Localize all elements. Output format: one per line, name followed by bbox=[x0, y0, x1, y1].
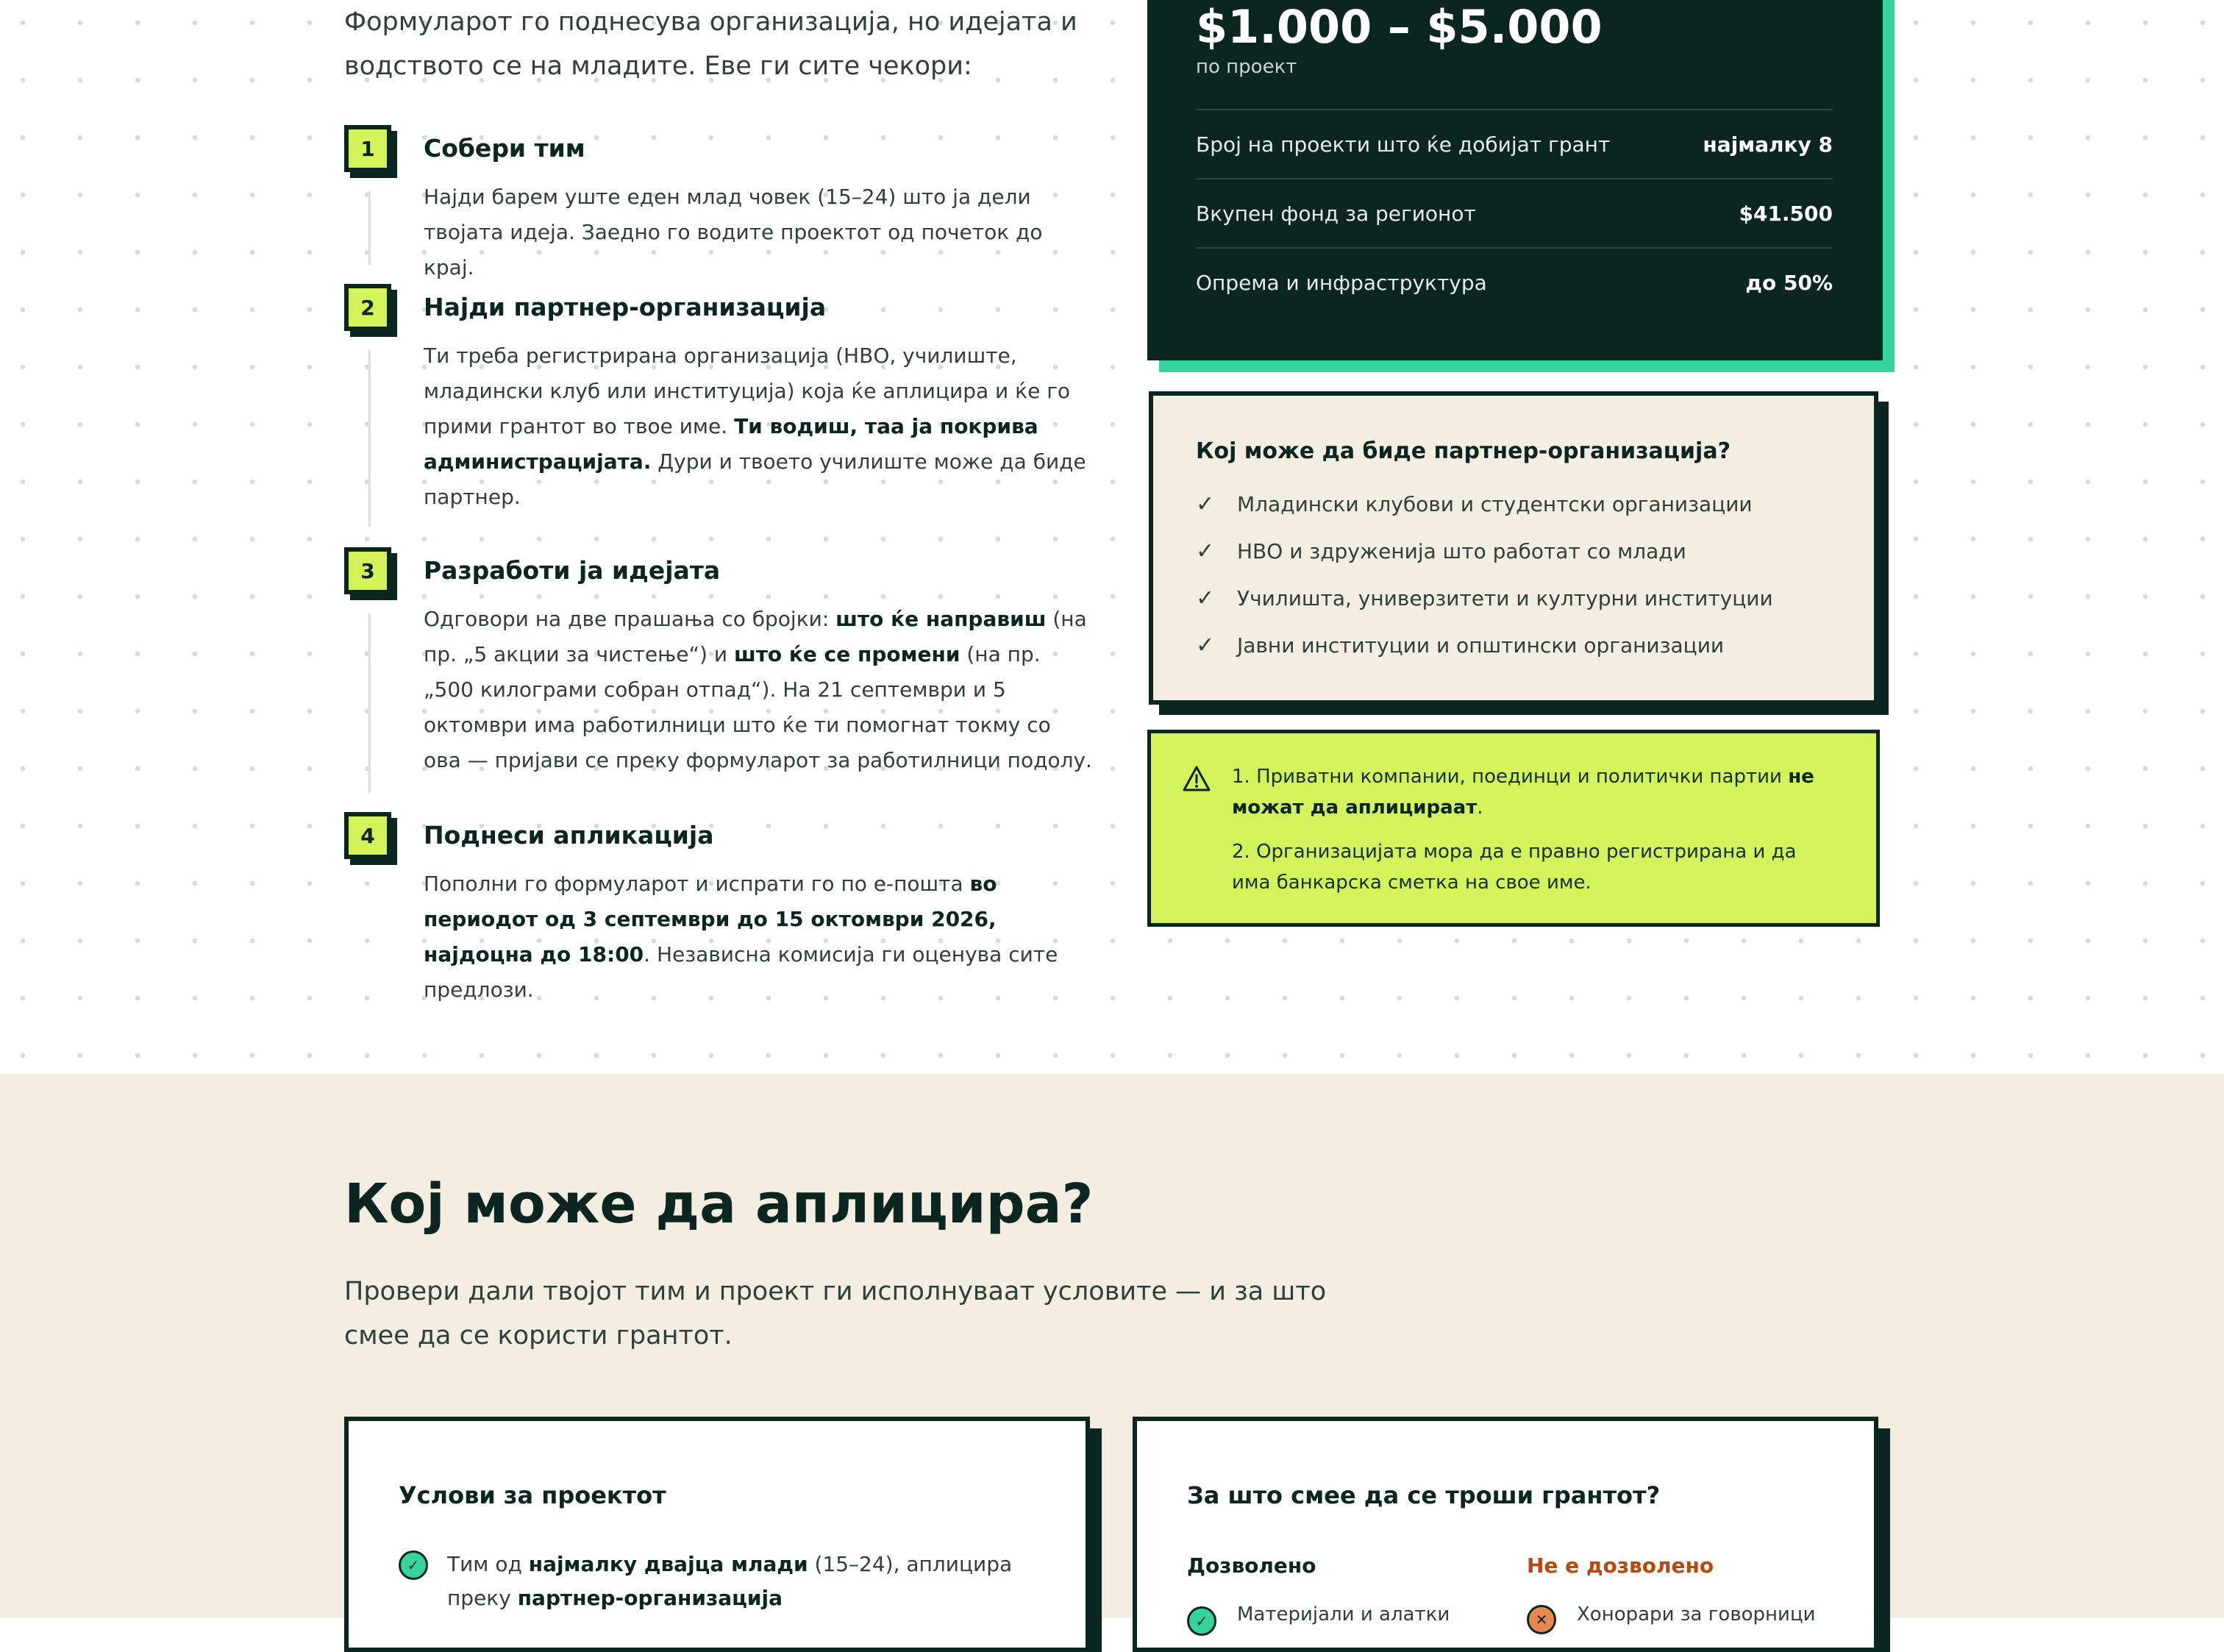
step-number: 1 bbox=[344, 125, 391, 172]
condition-text: Тим од bbox=[447, 1552, 529, 1576]
step-body-text: Пополни го формуларот и испрати го по е-пошта bbox=[424, 872, 970, 896]
warning-point-1 bbox=[1232, 761, 1835, 823]
step-1 bbox=[344, 125, 1094, 280]
step-body-text: (на пр. „500 килограми собран отпад“). На 21 септември и 5 октомври има работилници што ќе ти помогнат токму со ова — пријави се преку формуларот за работилници подолу. bbox=[424, 642, 1092, 772]
stat-value: до 50% bbox=[1745, 270, 1833, 295]
per-project-label: по проект bbox=[1196, 56, 1297, 78]
intro-line-1: Формуларот го поднесува организација, но идејата и bbox=[344, 7, 1077, 37]
section-subtitle: Провери дали твојот тим и проект ги исполнуваат условите — и за што смее да се користи грантот. bbox=[344, 1277, 1327, 1350]
step-4 bbox=[344, 812, 1094, 1002]
x-circle-icon: ✕ bbox=[1527, 1605, 1556, 1634]
step-body-text: Ти треба регистрирана организација (НВО, училиште, младински клуб или институција) која ќе аплицира и ќе го прими грантот во твое име. bbox=[424, 343, 1071, 438]
step-body: Најди барем уште еден млад човек (15–24) што ја дели твојата идеја. Заедно го водите проектот од почеток до крај. bbox=[424, 185, 1043, 280]
allowed-item-label: Материјали и алатки bbox=[1237, 1603, 1450, 1626]
check-icon: ✓ bbox=[1196, 585, 1215, 611]
warning-text: . bbox=[1477, 797, 1483, 819]
partner-organizations-card bbox=[1149, 391, 1878, 705]
warning-triangle-icon bbox=[1182, 764, 1211, 794]
list-item-label: Младински клубови и студентски организации bbox=[1237, 492, 1753, 516]
spending-card bbox=[1133, 1417, 1878, 1652]
check-icon: ✓ bbox=[1196, 538, 1215, 564]
list-item bbox=[1196, 585, 1843, 611]
step-title: Разработи ја идејата bbox=[424, 556, 721, 585]
list-item bbox=[1196, 491, 1843, 517]
allowed-heading: Дозволено bbox=[1187, 1553, 1316, 1578]
warning-text: 1. Приватни компании, поединци и политички партии bbox=[1232, 766, 1789, 788]
stat-label: Вкупен фонд за регионот bbox=[1196, 201, 1476, 226]
step-number: 4 bbox=[344, 812, 391, 859]
stat-label: Опрема и инфраструктура bbox=[1196, 270, 1487, 295]
stat-row bbox=[1196, 109, 1833, 178]
spending-title: За што смее да се троши грантот? bbox=[1187, 1481, 1661, 1509]
step-title: Поднеси апликација bbox=[424, 821, 714, 850]
warning-card bbox=[1147, 730, 1880, 927]
step-body-bold: што ќе направиш bbox=[835, 607, 1047, 631]
stat-row bbox=[1196, 178, 1833, 247]
condition-text: (15–24), аплицира преку bbox=[447, 1552, 1013, 1610]
step-connector bbox=[368, 613, 371, 793]
step-body-bold: во периодот од 3 септември до 15 октомври 2026, најдоцна до 18:00 bbox=[424, 872, 997, 966]
step-body-text: . Независна комисија ги оценува сите предлози. bbox=[424, 942, 1058, 1002]
step-connector bbox=[368, 191, 371, 265]
not-allowed-item bbox=[1527, 1603, 1816, 1626]
step-body-text: (на пр. „5 акции за чистење“) и bbox=[424, 607, 1087, 666]
step-body bbox=[424, 602, 1093, 778]
funding-card bbox=[1147, 0, 1883, 360]
list-item bbox=[1196, 538, 1843, 564]
condition-item bbox=[399, 1548, 1046, 1615]
step-connector bbox=[368, 350, 371, 527]
stat-value: $41.500 bbox=[1739, 201, 1833, 226]
allowed-item bbox=[1187, 1603, 1450, 1630]
step-number: 3 bbox=[344, 547, 391, 594]
check-circle-icon: ✓ bbox=[399, 1550, 428, 1580]
step-body-text: Дури и твоето училиште може да биде партнер. bbox=[424, 449, 1086, 509]
list-item bbox=[1196, 633, 1843, 658]
step-title: Собери тим bbox=[424, 134, 585, 163]
step-body bbox=[424, 866, 1093, 1008]
step-title: Најди партнер-организација bbox=[424, 293, 827, 321]
step-2 bbox=[344, 284, 1094, 534]
step-body-bold: Ти водиш, таа ја покрива администрацијата. bbox=[424, 414, 1038, 474]
warning-point-2: 2. Организацијата мора да е правно регистрирана и да има банкарска сметка на свое име. bbox=[1232, 841, 1797, 894]
stat-value: најмалку 8 bbox=[1703, 132, 1833, 157]
step-body-text: Одговори на две прашања со бројки: bbox=[424, 607, 836, 631]
check-icon: ✓ bbox=[1196, 491, 1215, 517]
condition-bold: партнер-организација bbox=[517, 1586, 783, 1610]
section-title: Кој може да аплицира? bbox=[344, 1172, 1094, 1236]
check-circle-icon: ✓ bbox=[1187, 1606, 1216, 1636]
stat-label: Број на проекти што ќе добијат грант bbox=[1196, 132, 1611, 157]
list-item-label: Училишта, универзитети и културни институции bbox=[1237, 586, 1773, 610]
not-allowed-item-label: Хонорари за говорници bbox=[1577, 1603, 1816, 1626]
step-body bbox=[424, 338, 1093, 515]
partner-card-title: Кој може да биде партнер-организација? bbox=[1196, 438, 1731, 464]
intro-line-2: водството се на младите. Еве ги сите чекори: bbox=[344, 51, 972, 81]
condition-bold: најмалку двајца млади bbox=[528, 1552, 808, 1576]
grant-amount: $1.000 – $5.000 bbox=[1196, 0, 1603, 54]
conditions-card bbox=[344, 1417, 1090, 1652]
list-item-label: Јавни институции и општински организации bbox=[1237, 633, 1725, 658]
check-icon: ✓ bbox=[1196, 633, 1215, 658]
step-body-bold: што ќе се промени bbox=[733, 642, 960, 666]
stat-row bbox=[1196, 247, 1833, 316]
warning-bold: не можат да аплицираат bbox=[1232, 766, 1814, 819]
intro-text bbox=[344, 0, 1080, 88]
list-item-label: НВО и здруженија што работат со млади bbox=[1237, 539, 1686, 563]
step-3 bbox=[344, 547, 1094, 797]
step-number: 2 bbox=[344, 284, 391, 331]
not-allowed-heading: Не е дозволено bbox=[1527, 1553, 1714, 1578]
conditions-title: Услови за проектот bbox=[399, 1481, 666, 1509]
